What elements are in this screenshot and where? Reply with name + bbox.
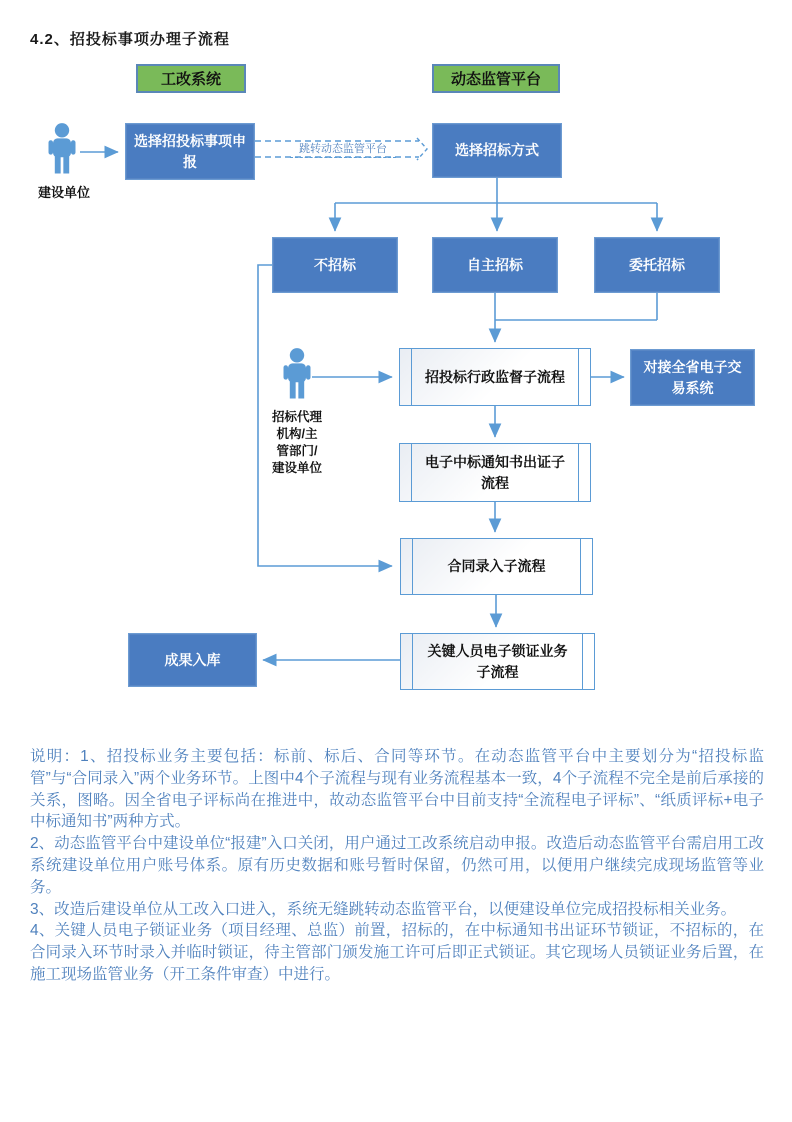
actor-label-builder: 建设单位 (37, 185, 90, 200)
predef-bar-right (582, 634, 583, 689)
actor-label-agency-line1: 招标代理 (271, 410, 322, 424)
note-paragraph-1: 说明：1、招投标业务主要包括：标前、标后、合同等环节。在动态监管平台中主要划分为“招投标监管”与“合同录入”两个业务环节。上图中4个子流程与现有业务流程基本一致，4个子流程不完全是前后承接的关系，图略。因全省电子评标尚在推进中，故动态监管平台中目前支持“全流程电子评标”、“纸质评标+电子中标通知书”两种方式。 (30, 748, 764, 831)
actor-label-agency-line3: 管部门/ (276, 443, 318, 458)
node-e-notice-label: 电子中标通知书出证子流程 (425, 453, 565, 491)
note-paragraph-2: 2、动态监管平台中建设单位“报建”入口关闭，用户通过工改系统启动申报。改造后动态监管平台需启用工改系统建设单位用户账号体系。原有历史数据和账号暂时保留，仍然可用，以便用户继续完成现场监管等业务。 (30, 835, 764, 896)
node-choose-method: 选择招标方式 (432, 123, 562, 178)
node-dock-trade: 对接全省电子交易系统 (630, 349, 755, 406)
actor-label-agency (259, 409, 335, 477)
node-apply: 选择招投标事项申报 (125, 123, 255, 180)
predef-bar-left (412, 634, 413, 689)
node-key-person-lock (400, 633, 595, 690)
node-key-person-lock-label: 关键人员电子锁证业务子流程 (427, 642, 568, 680)
node-contract-entry (400, 538, 593, 595)
predef-bar-left (411, 444, 412, 501)
person-icon-builder (44, 122, 80, 180)
actor-label-agency-line2: 机构/主 (276, 426, 318, 441)
node-no-bid: 不招标 (272, 237, 398, 293)
lane-header-dynamic-platform: 动态监管平台 (432, 64, 560, 93)
predef-bar-right (578, 444, 579, 501)
predef-bar-right (580, 539, 581, 594)
note-paragraph-3: 3、改造后建设单位从工改入口进入，系统无缝跳转动态监管平台，以便建设单位完成招投标相关业务。 (30, 900, 737, 918)
node-entrust-bid: 委托招标 (594, 237, 720, 293)
person-icon-agency (279, 347, 315, 405)
node-contract-entry-label: 合同录入子流程 (447, 558, 546, 574)
note-paragraph-4: 4、关键人员电子锁证业务（项目经理、总监）前置，招标的，在中标通知书出证环节锁证，不招标的，在合同录入环节时录入并临时锁证，待主管部门颁发施工许可后即正式锁证。其它现场人员锁证业务后置，在施工现场监管业务（开工条件审查）中进行。 (30, 922, 764, 983)
notes-block (30, 746, 764, 986)
lane-header-gongai-system: 工改系统 (136, 64, 246, 93)
node-e-notice (399, 443, 591, 502)
actor-label-agency-line4: 建设单位 (271, 460, 322, 475)
page-title: 4.2、招投标事项办理子流程 (30, 31, 230, 48)
node-result-store: 成果入库 (128, 633, 257, 687)
predef-bar-left (411, 349, 412, 405)
node-admin-supervision (399, 348, 591, 406)
node-self-bid: 自主招标 (432, 237, 558, 293)
predef-bar-left (412, 539, 413, 594)
jump-connector-label: 跳转动态监管平台 (290, 140, 396, 158)
node-admin-supervision-label: 招投标行政监督子流程 (425, 368, 565, 385)
predef-bar-right (578, 349, 579, 405)
